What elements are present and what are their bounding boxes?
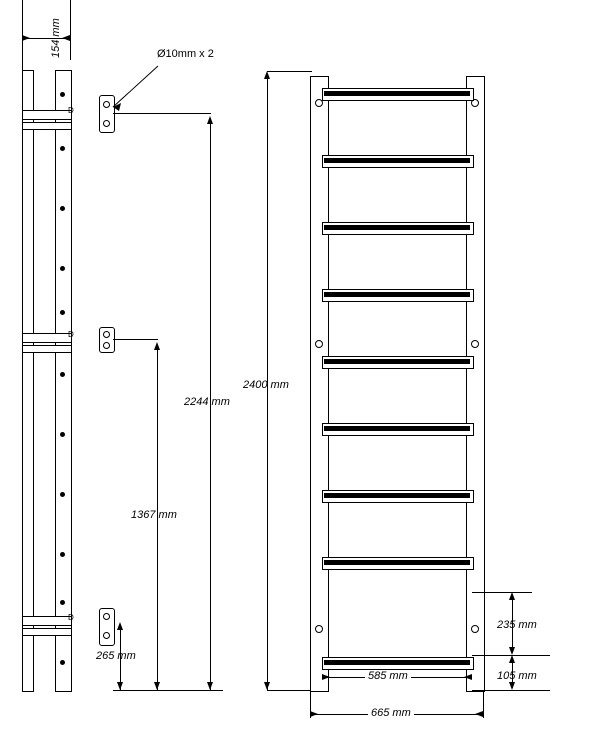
front-post-hole xyxy=(315,625,323,633)
side-bracket-mark-mid: D xyxy=(68,330,74,339)
dim-585-arrow-right xyxy=(464,674,472,680)
dim-235-arrow-top xyxy=(509,592,515,600)
rung-fill xyxy=(324,560,470,565)
dim-2244-arrow-top xyxy=(207,116,213,124)
dim-265-arrow-bottom xyxy=(117,682,123,690)
front-post-right xyxy=(466,76,485,692)
front-post-hole xyxy=(471,625,479,633)
side-bracket-mark-bottom: D xyxy=(68,613,74,622)
dim-105-arrow-top xyxy=(509,655,515,663)
dim-154-label: 154 mm xyxy=(50,18,62,58)
dim-665-arrow-left xyxy=(310,711,318,717)
rung-fill xyxy=(324,158,470,163)
rung-fill xyxy=(324,493,470,498)
dim-105-arrow-bottom xyxy=(509,682,515,690)
dim-2400-ext-bottom xyxy=(267,690,312,691)
dim-585-label: 585 mm xyxy=(365,670,411,682)
rung-fill xyxy=(324,660,470,665)
front-post-hole xyxy=(471,340,479,348)
dim-665-label: 665 mm xyxy=(368,707,414,719)
side-bracket-mark-top: D xyxy=(68,106,74,115)
dim-1367-arrow-bottom xyxy=(154,682,160,690)
hole-callout-label: Ø10mm x 2 xyxy=(157,48,214,60)
dim-665-arrow-right xyxy=(475,711,483,717)
dim-585-arrow-left xyxy=(322,674,330,680)
dim-265-label: 265 mm xyxy=(96,650,136,662)
dim-2244-arrow-bottom xyxy=(207,682,213,690)
dim-235-label: 235 mm xyxy=(497,619,537,631)
rung-fill xyxy=(324,91,470,96)
dim-2400-ext-top xyxy=(267,71,312,72)
dim-2244-label: 2244 mm xyxy=(184,396,230,408)
dim-2400-label: 2400 mm xyxy=(243,379,289,391)
front-post-left xyxy=(310,76,329,692)
dim-2400-arrow-bottom xyxy=(264,682,270,690)
dim-105-label: 105 mm xyxy=(497,670,537,682)
dim-1367-label: 1367 mm xyxy=(131,509,177,521)
rung-fill xyxy=(324,225,470,230)
front-post-hole xyxy=(315,340,323,348)
dim-265-arrow-top xyxy=(117,622,123,630)
rung-fill xyxy=(324,359,470,364)
dim-665-ext-right xyxy=(483,690,484,718)
dim-1367-arrow-top xyxy=(154,342,160,350)
rung-fill xyxy=(324,426,470,431)
dim-235-arrow-bottom xyxy=(509,647,515,655)
dim-2244-baseline-ext xyxy=(113,690,223,691)
dim-235-ext-top xyxy=(472,592,532,593)
rung-fill xyxy=(324,292,470,297)
dim-2400-arrow-top xyxy=(264,71,270,79)
